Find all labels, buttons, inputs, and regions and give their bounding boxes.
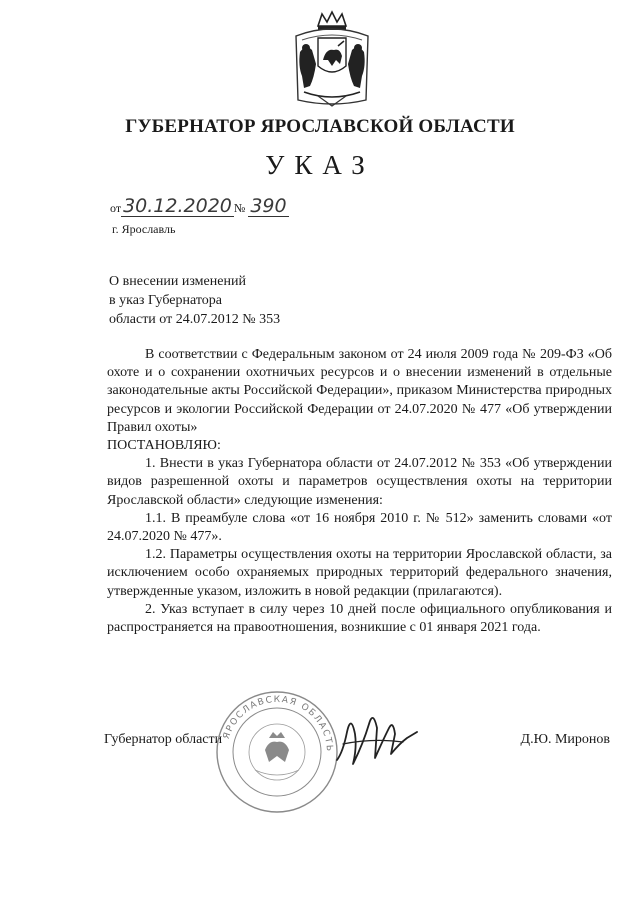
signatory-name: Д.Ю. Миронов <box>520 732 610 747</box>
date-number-line <box>110 196 289 217</box>
coat-of-arms-icon <box>288 8 376 108</box>
preamble-paragraph: В соответствии с Федеральным законом от 24 июля 2009 года № 209-ФЗ «Об охоте и о сохранении охотничьих ресурсов и о внесении изменений в отдельные законодательные акты Российской Федерации», приказом Министерства природных ресурсов и экологии Российской Федерации от 24.07.2020 № 477 «Об утверждении Правил охоты» <box>107 347 612 435</box>
subject-line-3: области от 24.07.2012 № 353 <box>109 312 281 327</box>
subject-line-2: в указ Губернатора <box>109 293 222 308</box>
city: г. Ярославль <box>112 222 176 236</box>
signatory-title: Губернатор области <box>104 732 223 747</box>
date-prefix: от <box>110 201 122 215</box>
handwritten-number: 390 <box>250 195 287 217</box>
document-type: УКАЗ <box>265 150 375 180</box>
item-1-2-paragraph: 1.2. Параметры осуществления охоты на территории Ярославской области, за исключением особо охраняемых природных территорий федерального значения, утвержденные указом, изложить в новой редакции (прилагаются). <box>107 547 612 599</box>
number-prefix: № <box>233 201 246 215</box>
handwritten-date: 30.12.2020 <box>123 195 232 217</box>
decree-word: ПОСТАНОВЛЯЮ: <box>107 438 221 454</box>
official-seal-icon <box>215 690 339 814</box>
item-1-1-paragraph: 1.1. В преамбуле слова «от 16 ноября 2010 г. № 512» заменить словами «от 24.07.2020 № 477». <box>107 510 612 545</box>
seal-text: ЯРОСЛАВСКАЯ ОБЛАСТЬ <box>221 694 335 753</box>
decree-body <box>107 346 612 637</box>
decree-subject <box>109 272 280 329</box>
issuing-authority: ГУБЕРНАТОР ЯРОСЛАВСКОЙ ОБЛАСТИ <box>125 116 515 137</box>
item-1-paragraph: 1. Внести в указ Губернатора области от 24.07.2012 № 353 «Об утверждении видов разрешенной охоты и параметров осуществления охоты на территории Ярославской области» следующие изменения: <box>107 456 612 508</box>
handwritten-signature-icon <box>333 704 421 776</box>
subject-line-1: О внесении изменений <box>109 274 246 289</box>
signature-block <box>0 690 640 820</box>
item-2-paragraph: 2. Указ вступает в силу через 10 дней после официального опубликования и распространяется на правоотношения, возникшие с 01 января 2021 года. <box>107 601 612 636</box>
